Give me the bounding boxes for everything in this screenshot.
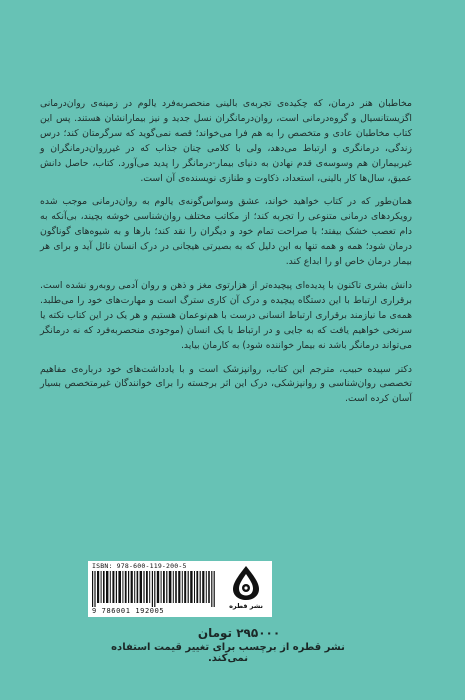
blurb-paragraph-3: دانش بشری تاکنون با پدیده‌ای پیچیده‌تر از هزارتوی مغز و ذهن و روان آدمی روبه‌رو نشده است. برقراری ارتباط با این دستگاه پیچیده و درک آن کاری سترگ است و مهارت‌های خود را می‌طلبد. همه‌ی ما نیازمند برقراری ارتباط انسانی درست با هم‌نوعمان هستیم و هر یک در این کتاب نکته یا سرنخی خواهیم یافت که به جایی و در ارتباط با یک انسان (موجودی منحصربه‌فرد که نه درمانگر می‌تواند درمانگر باشد نه بیمار خواننده شود) به کارمان بیاید.: [40, 279, 412, 351]
blurb-paragraph-1: مخاطبان هنر درمان، که چکیده‌ی تجربه‌ی بالینی منحصربه‌فرد یالوم در زمینه‌ی روان‌درمانی اگزیستانسیال و گروه‌درمانی است، روان‌درمانگران نسل جدید و نیز بیمارانشان هستند. پس این کتاب مخاطبان عادی و متخصص را به هم فرا می‌خواند؛ قصه نمی‌گوید که سرگرمتان کند؛ درس زندگی، درمانگری و ارتباط می‌دهد، ولی با کلامی چنان جذاب که در غیرروان‌درمانگران و غیربیماران هم وسوسه‌ی قدم نهادن به دنیای بیمار-درمانگر را پدید می‌آورد. کتاب، حاصل دانش عمیق، سال‌ها کار بالینی، استعداد، ذکاوت و طنازی نویسنده‌ی آن است.: [40, 98, 412, 184]
publisher-logo: [229, 565, 269, 613]
isbn-label: ISBN: 978-600-119-200-5: [92, 562, 187, 570]
price-amount: ۲۹۵۰۰۰ تومان: [197, 626, 281, 640]
back-cover-blurb: [40, 97, 412, 416]
barcode-bars: [92, 571, 218, 607]
blurb-paragraph-4: دکتر سپیده حبیب، مترجم این کتاب، روانپزشک است و با یادداشت‌های خود درباره‌ی مفاهیم تخصصی روان‌شناسی و روانپزشکی، درک این اثر برجسته را برای خوانندگان غیرمتخصص بسیار آسان کرده است.: [40, 363, 412, 405]
isbn-barcode-box: [88, 561, 272, 617]
blurb-paragraph-2: همان‌طور که در کتاب خواهید خواند، عشق وسواس‌گونه‌ی یالوم به روان‌درمانی موجب شده رویکردهای درمانی متنوعی را تجربه کند؛ از مکاتب مختلف روان‌شناسی خوشه بچیند، بی‌آنکه به دام تعصب خشک بیفتد؛ با صراحت تمام خود و دیگران را نقد کند؛ بارها و به شیوه‌های گوناگون درمان شود؛ همه و همه تنها به این دلیل که به بصیرتی هیجانی در درک انسان نائل آید و برای هر بیمار درمان خاص او را ابداع کند.: [40, 196, 412, 268]
price-sticker-note: نشر قطره از برچسب برای تغییر قیمت استفاده نمی‌کند.: [111, 642, 345, 664]
publisher-logo-label: نشر قطره: [229, 602, 263, 610]
barcode-digits: 9 786001 192005: [92, 607, 165, 615]
publisher-logo-icon: [232, 565, 260, 601]
